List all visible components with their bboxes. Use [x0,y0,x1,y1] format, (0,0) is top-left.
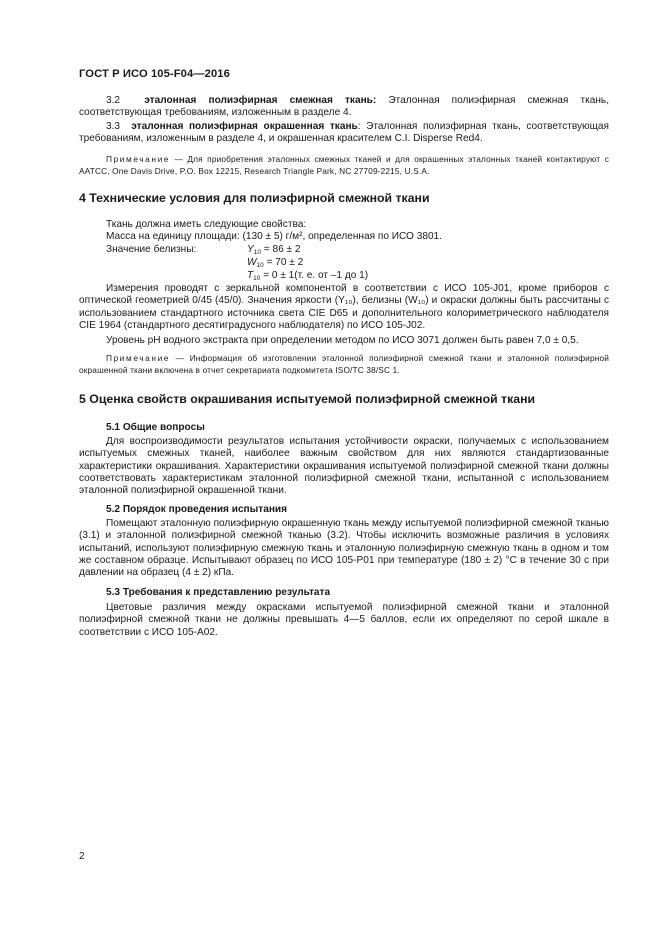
note-isotc [79,353,609,376]
mass-requirement: Масса на единицу площади: (130 ± 5) г/м², определенная по ИСО 3801. [106,231,442,242]
definition-text: : Эталонная полиэфирная ткань, соответствующая требованиям, изложенным в разделе 4, и окрашенная красителем C.I. Disperse Red4. [79,121,610,145]
section-4-heading: 4 Технические условия для полиэфирной смежной ткани [79,191,430,205]
term: эталонная полиэфирная окрашенная ткань [131,121,358,132]
definition-text: Эталонная полиэфирная смежная ткань, соответствующая требованиям, изложенным в разделе 4. [79,95,609,119]
subsection-5-1-heading: 5.1 Общие вопросы [106,422,205,433]
document-header: ГОСТ Р ИСО 105-F04—2016 [79,68,230,80]
note-label: Примечание [106,154,171,164]
page-number: 2 [79,851,85,862]
properties-intro: Ткань должна иметь следующие свойства: [106,219,307,230]
subsection-5-3-text: Цветовые различия между окрасками испытуемой полиэфирной смежной ткани и эталонной полиэфирной смежной ткани не должны превышать 4—5 баллов, если их определяют по серой шкале в соответствии с ИСО 105-A02. [79,602,609,638]
subsection-5-1-text: Для воспроизводимости результатов испытания устойчивости окраски, получаемых с использованием испытуемых смежных тканей, наиболее важным свойством для них являются стандартизованные характеристики окрашивания. Характеристики окрашивания испытуемой полиэфирной смежной ткани должны соответствовать характеристикам эталонной полиэфирной смежной ткани, испытанной с использованием эталонной полиэфирной окрашенной ткани. [79,436,609,497]
y10-value: $Y_{10} = 86 \pm 2$ [247,244,301,256]
definition-3-2 [79,95,609,120]
w10-value: $W_{10} = 70 \pm 2$ [247,257,304,269]
note-aatcc [79,154,609,177]
definition-3-3 [79,121,609,146]
t10-value: $T_{10} = 0 \pm 1(т$. е. от –1 до 1) [247,270,369,282]
clause-number: 3.2 [106,95,121,106]
note-label: Примечание [106,353,171,363]
clause-number: 3.3 [106,121,121,132]
subsection-5-2-heading: 5.2 Порядок проведения испытания [106,504,288,515]
term: эталонная полиэфирная смежная ткань: [144,95,377,106]
ph-paragraph: Уровень pH водного экстракта при определении методом по ИСО 3071 должен быть равен 7,0 ± 0,5. [106,335,579,346]
measurement-paragraph: Измерения проводят с зеркальной компонентой в соответствии с ИСО 105-J01, кроме приборов с оптической геометрией 0/45 (45/0). Значения яркости (Y₁₀), белизны (W₁₀) и окраски должны быть рассчитаны с использованием стандартного источника света CIE D65 и дополнительного колориметрического наблюдателя CIE 1964 (стандартного десятиградусного наблюдателя) по ИСО 105-J02. [79,283,609,331]
note-text: — Информация об изготовлении эталонной полиэфирной смежной ткани и эталонной полиэфирной окрашенной ткани включена в отчет секретариата подкомитета ISO/TC 38/SC 1. [79,353,609,375]
whiteness-label: Значение белизны: [106,244,197,255]
note-text: — Для приобретения эталонных смежных тканей и для окрашенных эталонных тканей контактируют с AATCC, One Davis Drive, P.O. Box 12215, Research Triangle Park, NC 27709-2215, U.S.A. [79,154,609,176]
section-5-heading: 5 Оценка свойств окрашивания испытуемой полиэфирной смежной ткани [79,392,536,406]
subsection-5-3-heading: 5.3 Требования к представлению результата [106,587,331,598]
subsection-5-2-text: Помещают эталонную полиэфирную окрашенную ткань между испытуемой полиэфирной смежной тканью (3.1) и эталонной полиэфирной смежной тканью (3.2). Чтобы исключить возможные различия в условиях испытаний, используют полиэфирную смежную ткань и эталонную полиэфирную смежную ткань в одном и том же составном образце. Испытывают образец по ИСО 105-P01 при температуре (180 ± 2) °С в течение 30 с при давлении на образец (4 ± 2) кПа. [79,518,609,579]
